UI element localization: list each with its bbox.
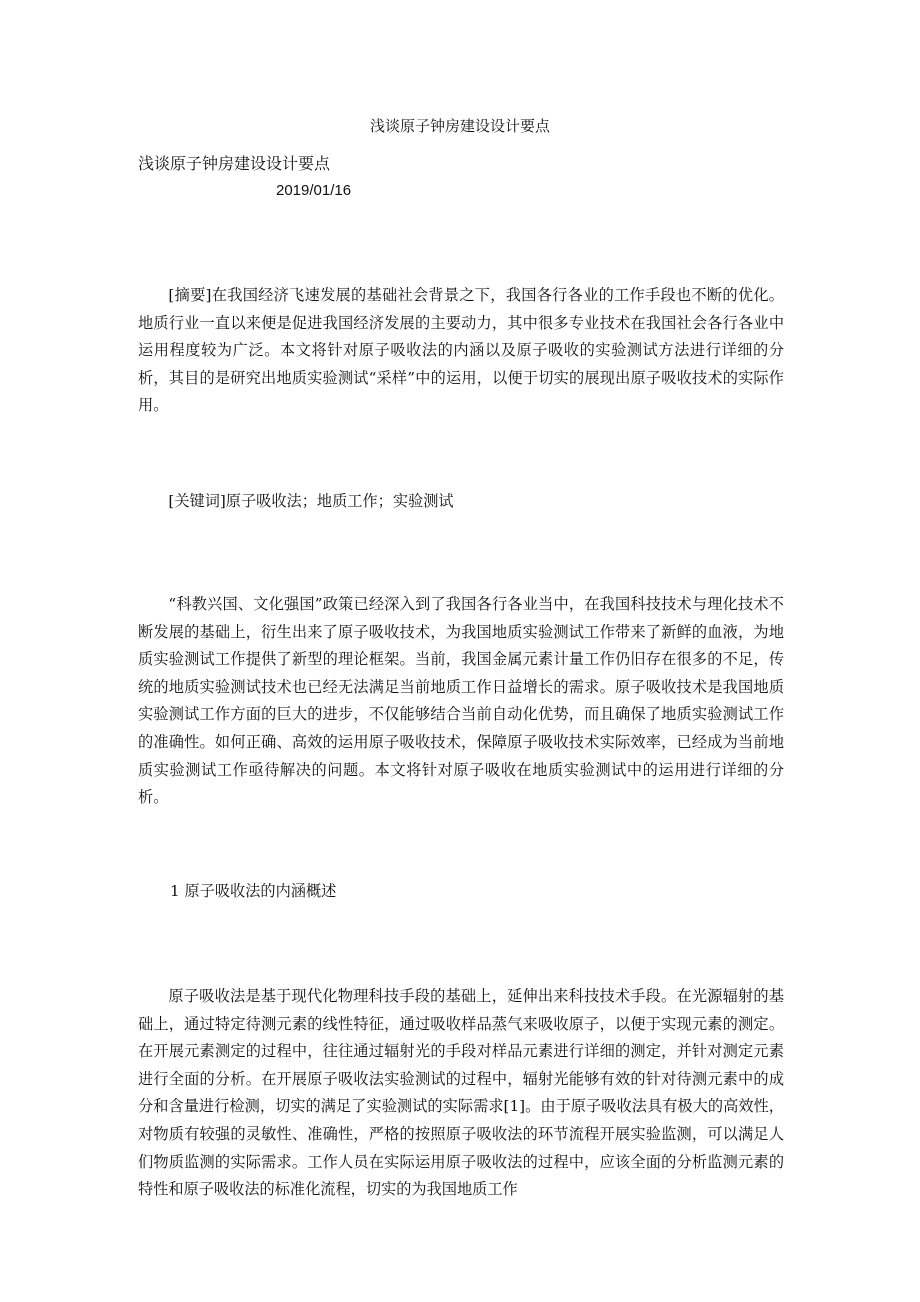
- abstract-paragraph: [摘要]在我国经济飞速发展的基础社会背景之下，我国各行各业的工作手段也不断的优化。地质行业一直以来便是促进我国经济发展的主要动力，其中很多专业技术在我国社会各行各业中运用程度较为广泛。本文将针对原子吸收法的内涵以及原子吸收的实验测试方法进行详细的分析，其目的是研究出地质实验测试“采样”中的运用，以便于切实的展现出原子吸收技术的实际作用。: [138, 286, 784, 415]
- section-heading: 1 原子吸收法的内涵概述: [170, 882, 337, 900]
- keywords-paragraph: [关键词]原子吸收法；地质工作；实验测试: [168, 492, 454, 510]
- section-body-paragraph: 原子吸收法是基于现代化物理科技手段的基础上，延伸出来科技技术手段。在光源辐射的基础上，通过特定待测元素的线性特征，通过吸收样品蒸气来吸收原子，以便于实现元素的测定。在开展元素测定的过程中，往往通过辐射光的手段对样品元素进行详细的测定，并针对测定元素进行全面的分析。在开展原子吸收法实验测试的过程中，辐射光能够有效的针对待测元素中的成分和含量进行检测，切实的满足了实验测试的实际需求[1]。由于原子吸收法具有极大的高效性，对物质有较强的灵敏性、准确性，严格的按照原子吸收法的环节流程开展实验监测，可以满足人们物质监测的实际需求。工作人员在实际运用原子吸收法的过程中，应该全面的分析监测元素的特性和原子吸收法的标准化流程，切实的为我国地质工作: [138, 987, 784, 1199]
- intro-paragraph: “科教兴国、文化强国”政策已经深入到了我国各行各业当中，在我国科技技术与理化技术不断发展的基础上，衍生出来了原子吸收技术，为我国地质实验测试工作带来了新鲜的血液，为地质实验测试工作提供了新型的理论框架。当前，我国金属元素计量工作仍旧存在很多的不足，传统的地质实验测试技术也已经无法满足当前地质工作日益增长的需求。原子吸收技术是我国地质实验测试工作方面的巨大的进步，不仅能够结合当前自动化优势，而且确保了地质实验测试工作的准确性。如何正确、高效的运用原子吸收技术，保障原子吸收技术实际效率，已经成为当前地质实验测试工作亟待解决的问题。本文将针对原子吸收在地质实验测试中的运用进行详细的分析。: [138, 595, 784, 807]
- document-subtitle: 浅谈原子钟房建设设计要点: [138, 154, 331, 173]
- publish-date: 2019/01/16: [276, 182, 352, 199]
- document-title: 浅谈原子钟房建设设计要点: [369, 117, 550, 135]
